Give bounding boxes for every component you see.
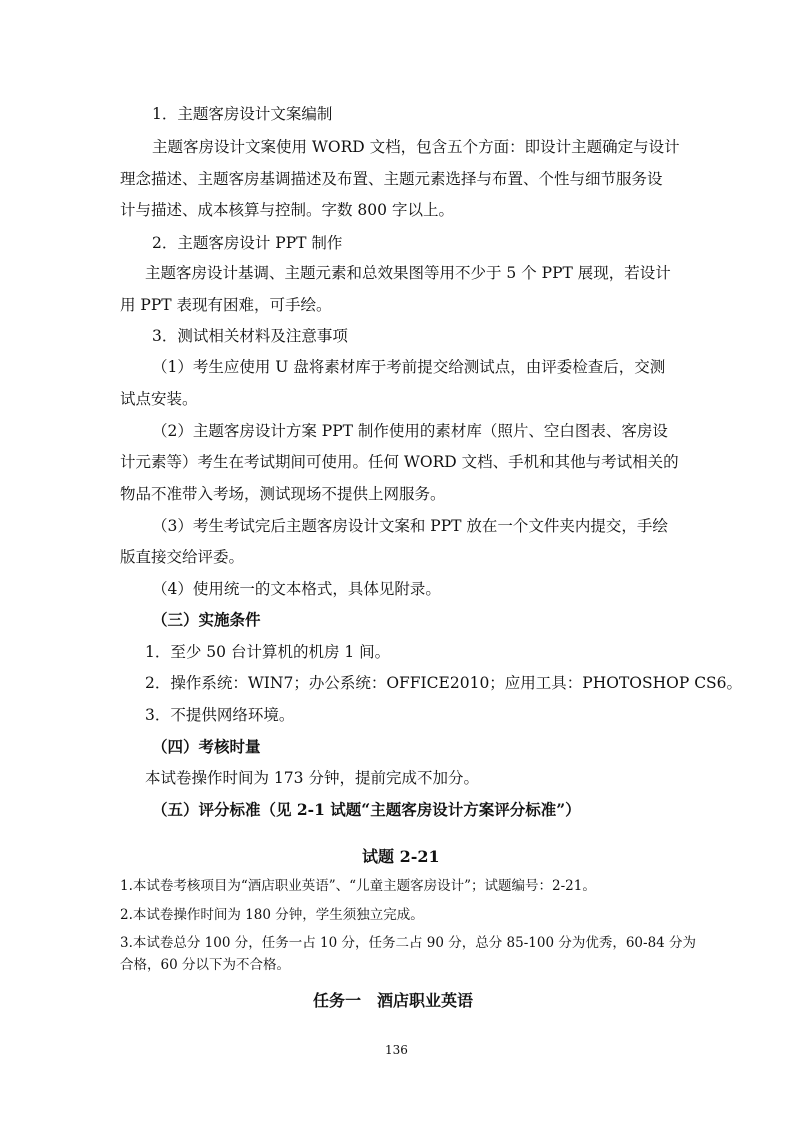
paragraph-line: 版直接交给评委。 — [120, 548, 245, 566]
section-heading: （三）实施条件 — [152, 610, 261, 629]
list-item: 2．操作系统：WIN7；办公系统：OFFICE2010；应用工具：PHOTOSHOP CS6。 — [145, 674, 743, 692]
paragraph-line: 物品不准带入考场，测试现场不提供上网服务。 — [120, 485, 446, 503]
paragraph-line: 理念描述、主题客房基调描述及布置、主题元素选择与布置、个性与细节服务设 — [120, 170, 663, 188]
task-title: 任务一 酒店职业英语 — [313, 991, 474, 1010]
heading-item-2: 2．主题客房设计 PPT 制作 — [152, 234, 343, 252]
paragraph-line: （4）使用统一的文本格式，具体见附录。 — [152, 580, 441, 598]
paragraph-line: 主题客房设计文案使用 WORD 文档，包含五个方面：即设计主题确定与设计 — [152, 138, 680, 156]
exam-note: 3.本试卷总分 100 分，任务一占 10 分，任务二占 90 分，总分 85-100 分为优秀，60-84 分为 — [120, 935, 697, 951]
paragraph-line: 计与描述、成本核算与控制。字数 800 字以上。 — [120, 201, 454, 219]
paragraph-line: 试点安装。 — [120, 390, 198, 408]
section-heading: （四）考核时量 — [152, 737, 261, 756]
exam-note: 1.本试卷考核项目为“酒店职业英语”、“儿童主题客房设计”；试题编号：2-21。 — [120, 878, 596, 894]
paragraph-line: 计元素等）考生在考试期间可使用。任何 WORD 文档、手机和其他与考试相关的 — [120, 453, 679, 471]
heading-item-3: 3．测试相关材料及注意事项 — [152, 327, 348, 345]
paragraph-line: 本试卷操作时间为 173 分钟，提前完成不加分。 — [145, 769, 479, 787]
paragraph-line: 主题客房设计基调、主题元素和总效果图等用不少于 5 个 PPT 展现，若设计 — [145, 264, 671, 282]
list-item: 3．不提供网络环境。 — [145, 706, 295, 724]
page-number: 136 — [385, 1043, 408, 1057]
exam-note: 2.本试卷操作时间为 180 分钟，学生须独立完成。 — [120, 907, 424, 923]
paragraph-line: 用 PPT 表现有困难，可手绘。 — [120, 296, 332, 314]
paragraph-line: （1）考生应使用 U 盘将素材库于考前提交给测试点，由评委检查后，交测 — [152, 358, 666, 376]
exam-title: 试题 2-21 — [362, 847, 440, 866]
paragraph-line: （2）主题客房设计方案 PPT 制作使用的素材库（照片、空白图表、客房设 — [152, 422, 668, 440]
exam-note: 合格，60 分以下为不合格。 — [120, 957, 290, 973]
paragraph-line: （3）考生考试完后主题客房设计文案和 PPT 放在一个文件夹内提交，手绘 — [152, 517, 668, 535]
section-heading: （五）评分标准（见 2-1 试题“主题客房设计方案评分标准”） — [152, 800, 581, 819]
list-item: 1．至少 50 台计算机的机房 1 间。 — [145, 643, 391, 661]
heading-item-1: 1．主题客房设计文案编制 — [152, 105, 333, 123]
